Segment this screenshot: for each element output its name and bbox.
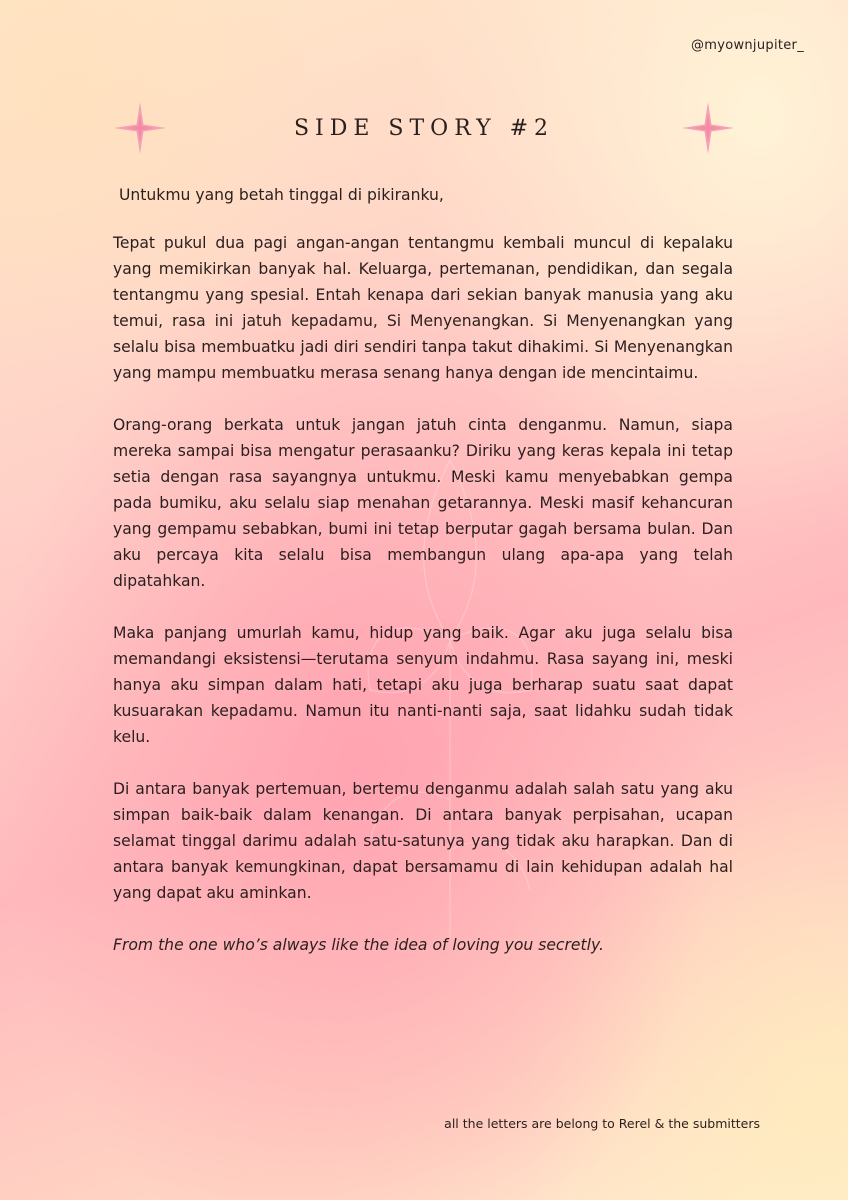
letter-closing: From the one who’s always like the idea of loving you secretly.	[113, 936, 604, 954]
letter-paragraph-1: Tepat pukul dua pagi angan-angan tentangmu kembali muncul di kepalaku yang memikirkan banyak hal. Keluarga, pertemanan, pendidikan, dan segala tentangmu yang spesial. Entah kenapa dari sekian banyak manusia yang aku temui, rasa ini jatuh kepadamu, Si Menyenangkan. Si Menyenangkan yang selalu bisa membuatku jadi diri sendiri tanpa takut dihakimi. Si Menyenangkan yang mampu membuatku merasa senang hanya dengan ide mencintaimu.	[113, 234, 733, 382]
letter-paragraph-2: Orang-orang berkata untuk jangan jatuh cinta denganmu. Namun, siapa mereka sampai bisa mengatur perasaanku? Diriku yang keras kepala ini tetap setia dengan rasa sayangnya untukmu. Meski kamu menyebabkan gempa pada bumiku, aku selalu siap menahan getarannya. Meski masif kehancuran yang gempamu sebabkan, bumi ini tetap berputar gagah bersama bulan. Dan aku percaya kita selalu bisa membangun ulang apa-apa yang telah dipatahkan.	[113, 416, 733, 590]
footer-credit: all the letters are belong to Rerel & the submitters	[444, 1116, 760, 1131]
letter-paragraph-3: Maka panjang umurlah kamu, hidup yang baik. Agar aku juga selalu bisa memandangi eksistensi—terutama senyum indahmu. Rasa sayang ini, meski hanya aku simpan dalam hati, tetapi aku juga berharap suatu saat dapat kusuarakan kepadamu. Namun itu nanti-nanti saja, saat lidahku sudah tidak kelu.	[113, 624, 733, 746]
letter-paragraph-4: Di antara banyak pertemuan, bertemu denganmu adalah salah satu yang aku simpan baik-baik dalam kenangan. Di antara banyak perpisahan, ucapan selamat tinggal darimu adalah satu-satunya yang tidak aku harapkan. Dan di antara banyak kemungkinan, dapat bersamamu di lain kehidupan adalah hal yang dapat aku aminkan.	[113, 780, 733, 902]
sparkle-star-icon	[680, 100, 736, 156]
letter-greeting: Untukmu yang betah tinggal di pikiranku,	[119, 186, 444, 204]
author-handle: @myownjupiter_	[690, 38, 804, 53]
page-title: SIDE STORY #2	[293, 116, 555, 141]
letter-body	[113, 182, 733, 958]
title-row	[108, 100, 740, 160]
